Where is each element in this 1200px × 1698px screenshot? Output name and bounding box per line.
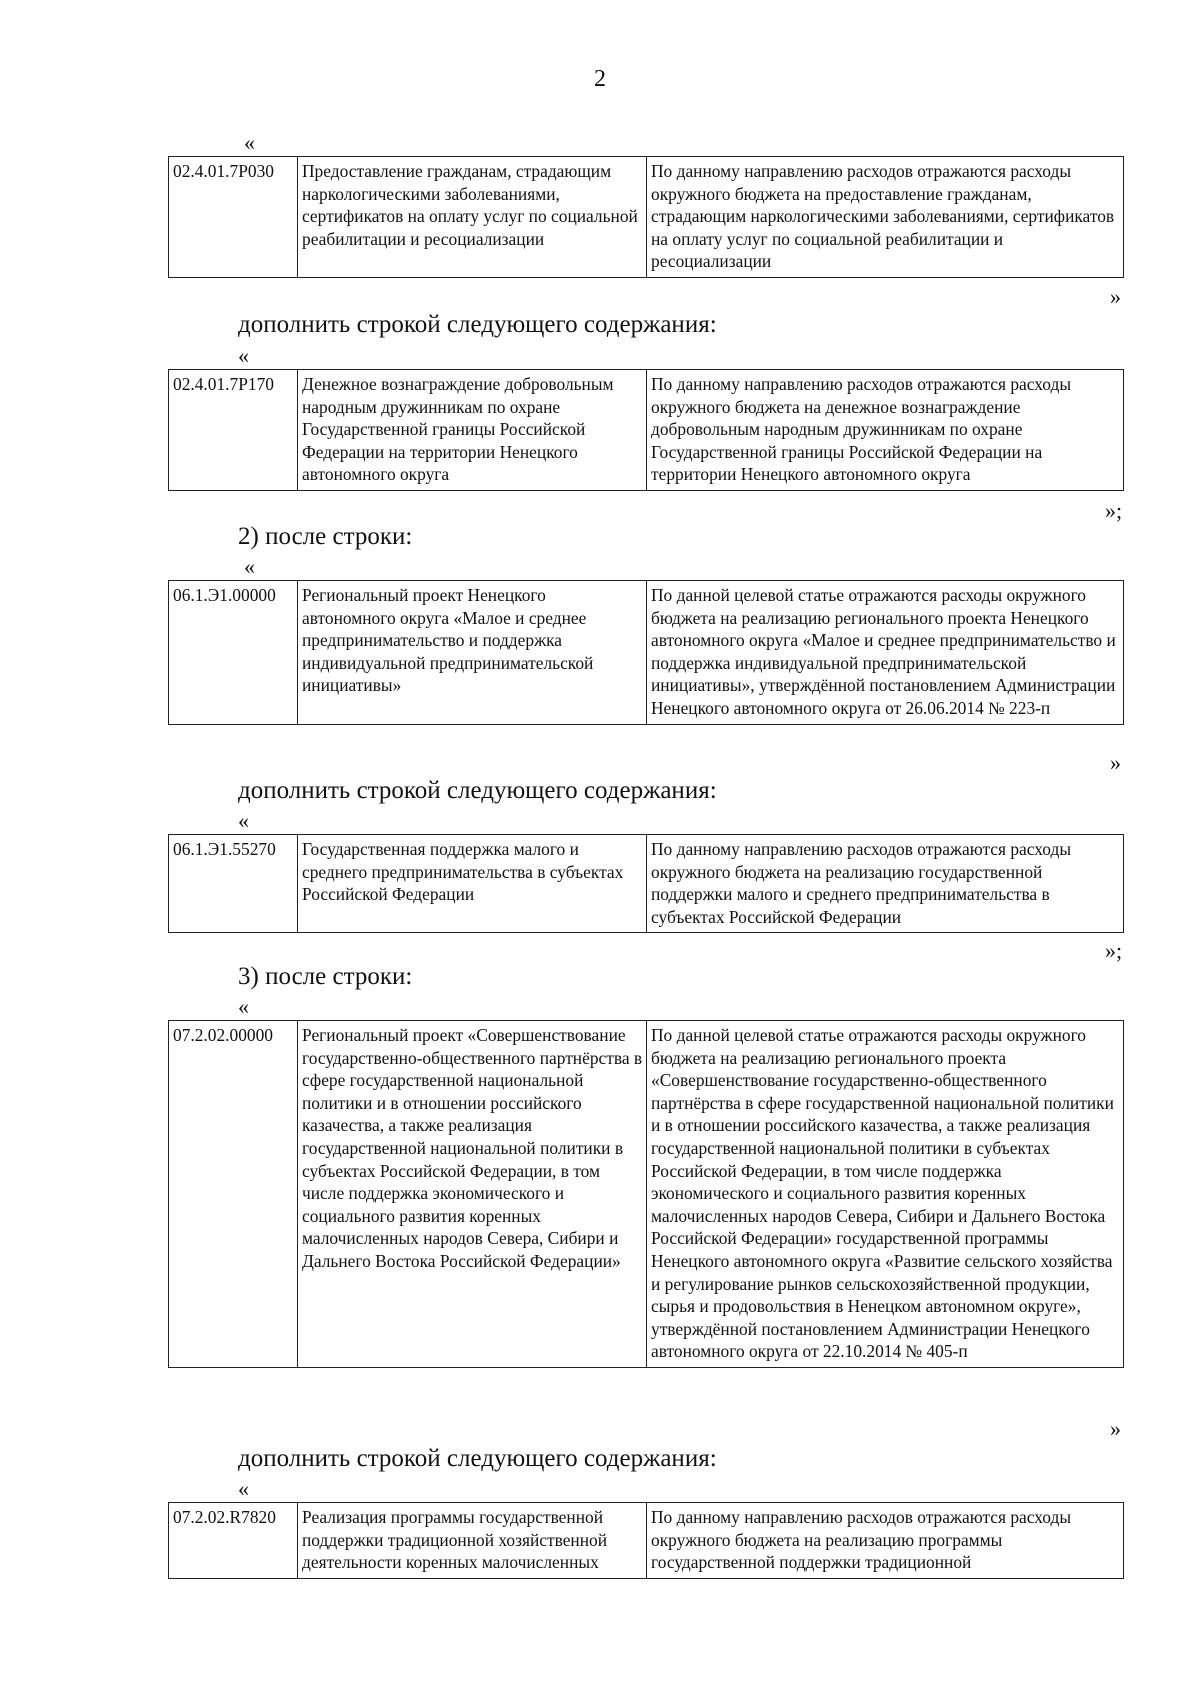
- close-quote: »;: [1105, 498, 1123, 523]
- open-quote: «: [238, 1476, 249, 1501]
- open-quote: «: [238, 808, 249, 833]
- row-description: По данному направлению расходов отражаются расходы окружного бюджета на денежное вознаграждение добровольным народным дружинникам по охране Государственной границы Российской Федерации на территории Ненецкого автономного округа: [647, 370, 1124, 491]
- row-code: 02.4.01.7Р030: [169, 157, 298, 278]
- section-heading: 2) после строки:: [238, 523, 413, 550]
- open-quote: «: [244, 130, 255, 155]
- row-name: Реализация программы государственной поддержки традиционной хозяйственной деятельности коренных малочисленных: [298, 1503, 647, 1579]
- close-quote: »;: [1105, 938, 1123, 963]
- row-name: Региональный проект «Совершенствование государственно-общественного партнёрства в сфере государственной национальной политики и в отношении российского казачества, а также реализация государственной национальной политики в субъектах Российской Федерации, в том числе поддержка экономического и социального развития коренных малочисленных народов Севера, Сибири и Дальнего Востока Российской Федерации»: [298, 1021, 647, 1368]
- row-description: По данной целевой статье отражаются расходы окружного бюджета на реализацию регионального проекта Ненецкого автономного округа «Малое и среднее предпринимательство и поддержка индивидуальной предпринимательской инициативы», утверждённой постановлением Администрации Ненецкого автономного округа от 26.06.2014 № 223-п: [647, 581, 1124, 725]
- row-name: Денежное вознаграждение добровольным народным дружинникам по охране Государственной границы Российской Федерации на территории Ненецкого автономного округа: [298, 370, 647, 491]
- table-row: [169, 370, 1124, 491]
- close-quote: »: [1110, 750, 1121, 775]
- budget-row-table: [168, 156, 1124, 278]
- row-code: 07.2.02.R7820: [169, 1503, 298, 1579]
- table-row: [169, 835, 1124, 933]
- row-code: 06.1.Э1.55270: [169, 835, 298, 933]
- section-heading: 3) после строки:: [238, 963, 413, 990]
- row-name: Региональный проект Ненецкого автономного округа «Малое и среднее предпринимательство и поддержка индивидуальной предпринимательской инициативы»: [298, 581, 647, 725]
- table-row: [169, 157, 1124, 278]
- row-description: По данной целевой статье отражаются расходы окружного бюджета на реализацию регионального проекта «Совершенствование государственно-общественного партнёрства в сфере государственной национальной политики и в отношении российского казачества, а также реализация государственной национальной политики в субъектах Российской Федерации, в том числе поддержка экономического и социального развития коренных малочисленных народов Севера, Сибири и Дальнего Востока Российской Федерации» государственной программы Ненецкого автономного округа «Развитие сельского хозяйства и регулирование рынков сельскохозяйственной продукции, сырья и продовольствия в Ненецком автономном округе», утверждённой постановлением Администрации Ненецкого автономного округа от 22.10.2014 № 405-п: [647, 1021, 1124, 1368]
- row-description: По данному направлению расходов отражаются расходы окружного бюджета на реализацию программы государственной поддержки традиционной: [647, 1503, 1124, 1579]
- table-row: [169, 581, 1124, 725]
- section-heading: дополнить строкой следующего содержания:: [238, 1445, 717, 1472]
- table-row: [169, 1503, 1124, 1579]
- row-code: 06.1.Э1.00000: [169, 581, 298, 725]
- close-quote: »: [1110, 284, 1121, 309]
- table-row: [169, 1021, 1124, 1368]
- budget-row-table: [168, 1020, 1124, 1368]
- budget-row-table: [168, 369, 1124, 491]
- row-code: 07.2.02.00000: [169, 1021, 298, 1368]
- section-heading: дополнить строкой следующего содержания:: [238, 777, 717, 804]
- row-description: По данному направлению расходов отражаются расходы окружного бюджета на реализацию государственной поддержки малого и среднего предпринимательства в субъектах Российской Федерации: [647, 835, 1124, 933]
- open-quote: «: [244, 554, 255, 579]
- row-description: По данному направлению расходов отражаются расходы окружного бюджета на предоставление гражданам, страдающим наркологическими заболеваниями, сертификатов на оплату услуг по социальной реабилитации и ресоциализации: [647, 157, 1124, 278]
- page-number: 2: [594, 66, 606, 92]
- section-heading: дополнить строкой следующего содержания:: [238, 311, 717, 338]
- budget-row-table: [168, 580, 1124, 725]
- open-quote: «: [238, 994, 249, 1019]
- open-quote: «: [238, 343, 249, 368]
- row-name: Государственная поддержка малого и среднего предпринимательства в субъектах Российской Федерации: [298, 835, 647, 933]
- budget-row-table: [168, 834, 1124, 933]
- close-quote: »: [1110, 1416, 1121, 1441]
- budget-row-table: [168, 1502, 1124, 1579]
- row-code: 02.4.01.7Р170: [169, 370, 298, 491]
- row-name: Предоставление гражданам, страдающим наркологическими заболеваниями, сертификатов на оплату услуг по социальной реабилитации и ресоциализации: [298, 157, 647, 278]
